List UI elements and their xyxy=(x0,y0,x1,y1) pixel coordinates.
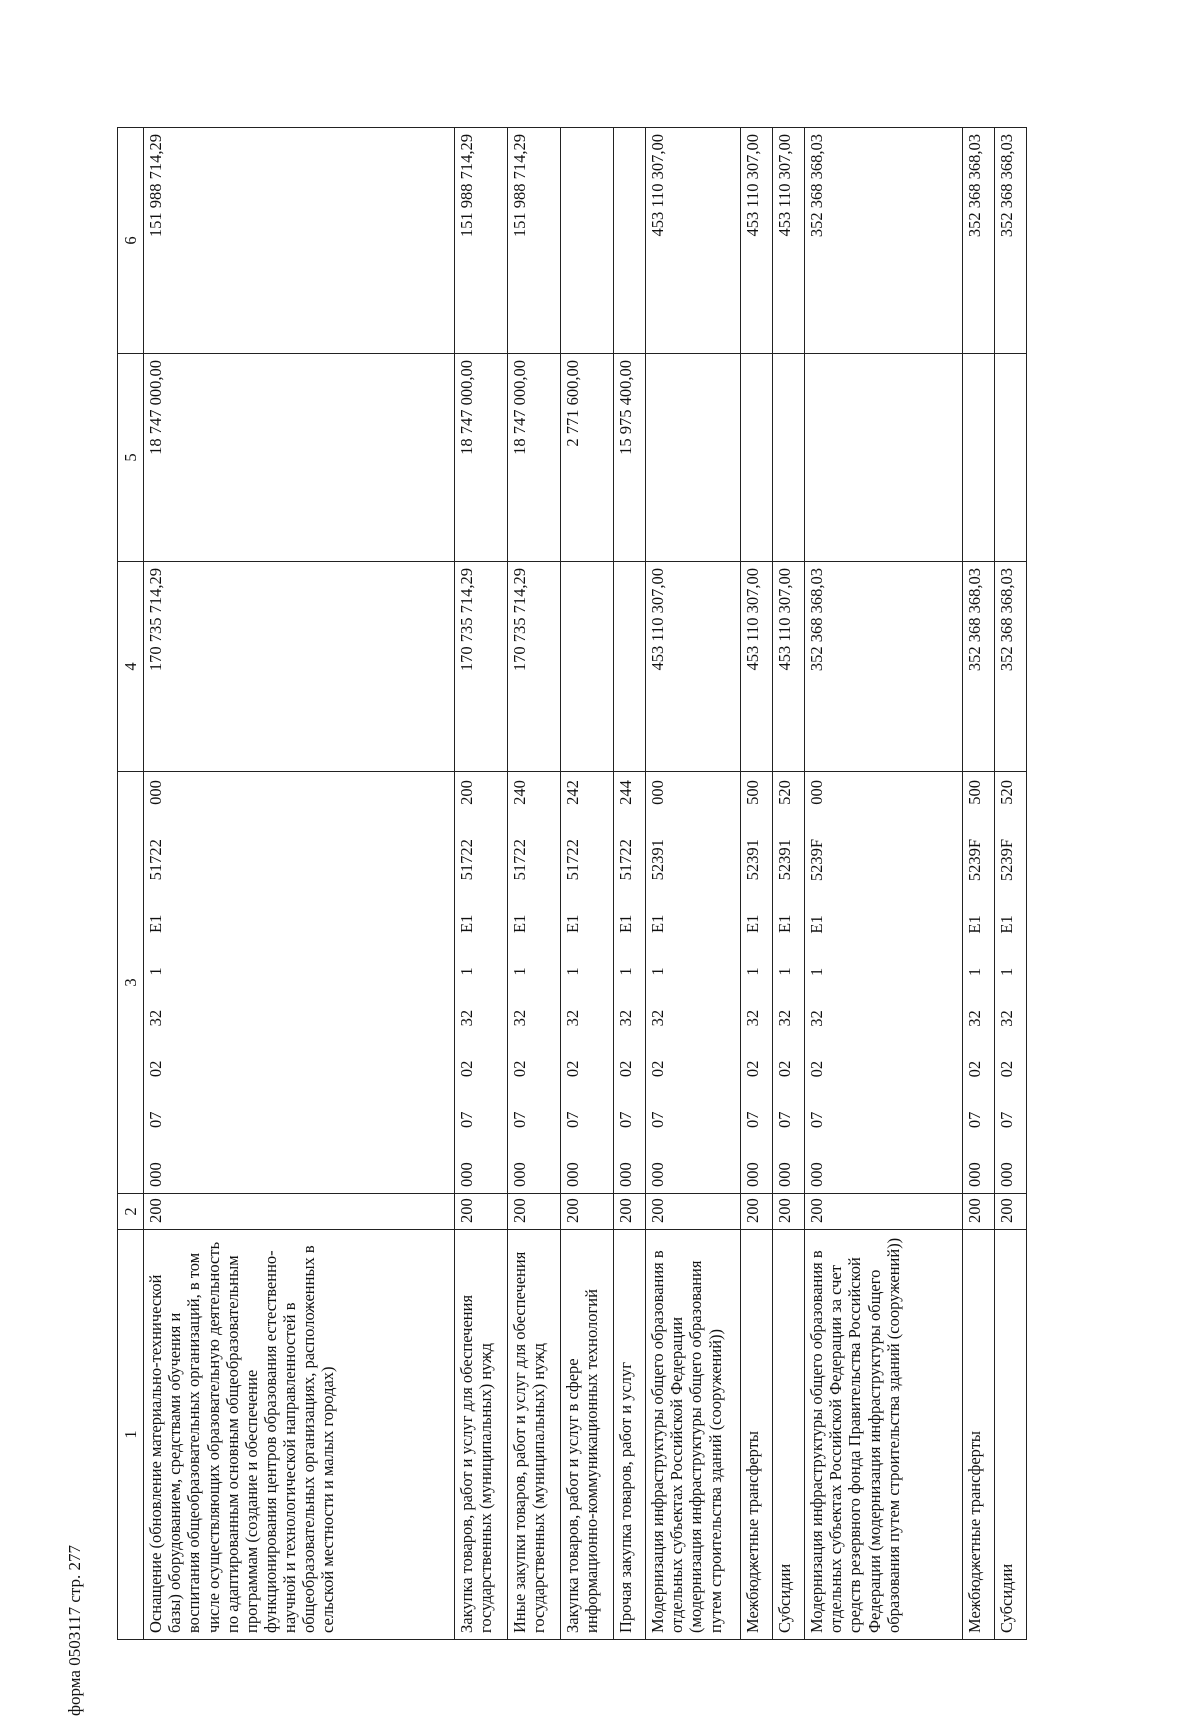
row-amount-cell: 170 735 714,29 xyxy=(144,562,455,772)
row-line-code-cell: 200 xyxy=(773,1194,805,1230)
code-segment: 07 xyxy=(146,1111,166,1128)
code-segment: 02 xyxy=(648,1060,668,1078)
code-segment: 07 xyxy=(997,1111,1017,1129)
code-segment: 520 xyxy=(997,780,1017,805)
code-segment: E1 xyxy=(648,914,668,934)
code-segment: 07 xyxy=(807,1111,827,1129)
row-amount-cell xyxy=(561,562,614,772)
row-line-code-cell: 200 xyxy=(741,1194,773,1230)
row-classification-code-cell xyxy=(741,772,773,1194)
row-classification-code-cell xyxy=(646,772,741,1194)
code-segment: 000 xyxy=(775,1162,795,1187)
row-classification-code-cell xyxy=(805,772,963,1194)
code-segment: 000 xyxy=(616,1162,636,1187)
code-segment: 32 xyxy=(965,1010,985,1027)
code-segment: 000 xyxy=(146,780,166,805)
row-amount-cell: 453 110 307,00 xyxy=(646,128,741,354)
code-segment: E1 xyxy=(807,915,827,934)
row-classification-code-cell xyxy=(614,772,646,1194)
code-segment: 07 xyxy=(616,1111,636,1128)
row-name-cell: Закупка товаров, работ и услуг для обеспечения государственных (муниципальных) нужд xyxy=(455,1230,508,1640)
row-amount-cell: 151 988 714,29 xyxy=(144,128,455,354)
code-segment: 1 xyxy=(775,967,795,976)
code-segment: 07 xyxy=(965,1111,985,1129)
code-segment: 51722 xyxy=(616,839,636,881)
table-row xyxy=(995,128,1027,1640)
row-amount-cell: 352 368 368,03 xyxy=(805,128,963,354)
code-segment: 242 xyxy=(563,780,583,805)
code-segment: 02 xyxy=(146,1060,166,1078)
code-segment: 1 xyxy=(563,967,583,976)
code-segment: 07 xyxy=(775,1111,795,1128)
code-segment: 000 xyxy=(457,1162,477,1187)
table-row xyxy=(144,128,455,1640)
row-classification-code-cell xyxy=(144,772,455,1194)
row-amount-cell: 352 368 368,03 xyxy=(963,128,995,354)
row-amount-cell: 18 747 000,00 xyxy=(508,354,561,562)
row-classification-code-cell xyxy=(995,772,1027,1194)
code-segment: 000 xyxy=(510,1162,530,1187)
code-segment: 32 xyxy=(775,1009,795,1027)
code-segment: E1 xyxy=(965,915,985,934)
column-header: 1 xyxy=(118,1230,144,1640)
code-segment: 000 xyxy=(997,1162,1017,1187)
code-segment: 07 xyxy=(563,1111,583,1128)
column-header: 2 xyxy=(118,1194,144,1230)
column-header: 6 xyxy=(118,128,144,354)
code-segment: 000 xyxy=(807,780,827,805)
form-page-label: форма 0503117 стр. 277 xyxy=(65,1545,84,1716)
code-segment: 51722 xyxy=(563,839,583,881)
column-header: 5 xyxy=(118,354,144,562)
code-segment: E1 xyxy=(775,914,795,934)
row-classification-code-cell xyxy=(561,772,614,1194)
row-amount-cell: 18 747 000,00 xyxy=(144,354,455,562)
table-row xyxy=(646,128,741,1640)
code-segment: 5239F xyxy=(807,838,827,882)
row-amount-cell: 352 368 368,03 xyxy=(995,128,1027,354)
row-name-cell: Закупка товаров, работ и услуг в сфере информационно-коммуникационных технологий xyxy=(561,1230,614,1640)
code-segment: 1 xyxy=(457,967,477,976)
row-line-code-cell: 200 xyxy=(508,1194,561,1230)
code-segment: 32 xyxy=(563,1009,583,1027)
code-segment: 500 xyxy=(965,780,985,805)
code-segment: 51722 xyxy=(457,839,477,881)
row-amount-cell: 170 735 714,29 xyxy=(455,562,508,772)
code-segment: 000 xyxy=(648,780,668,805)
row-amount-cell xyxy=(995,354,1027,562)
row-amount-cell: 151 988 714,29 xyxy=(508,128,561,354)
row-name-cell: Прочая закупка товаров, работ и услуг xyxy=(614,1230,646,1640)
row-amount-cell: 453 110 307,00 xyxy=(741,128,773,354)
code-segment: 1 xyxy=(997,967,1017,977)
code-segment: 32 xyxy=(616,1009,636,1027)
code-segment: 1 xyxy=(616,967,636,976)
row-amount-cell: 352 368 368,03 xyxy=(995,562,1027,772)
code-segment: 200 xyxy=(457,780,477,805)
column-header: 3 xyxy=(118,772,144,1194)
row-amount-cell: 453 110 307,00 xyxy=(646,562,741,772)
row-line-code-cell: 200 xyxy=(805,1194,963,1230)
row-classification-code-cell xyxy=(508,772,561,1194)
code-segment: 000 xyxy=(807,1162,827,1187)
code-segment: 244 xyxy=(616,780,636,805)
row-classification-code-cell xyxy=(455,772,508,1194)
table-header-row xyxy=(118,128,144,1640)
row-classification-code-cell xyxy=(963,772,995,1194)
code-segment: 520 xyxy=(775,780,795,805)
code-segment: 1 xyxy=(743,967,763,976)
row-amount-cell xyxy=(561,128,614,354)
row-line-code-cell: 200 xyxy=(455,1194,508,1230)
row-line-code-cell: 200 xyxy=(614,1194,646,1230)
row-amount-cell: 15 975 400,00 xyxy=(614,354,646,562)
code-segment: 32 xyxy=(648,1009,668,1027)
code-segment: 02 xyxy=(616,1060,636,1078)
row-amount-cell: 453 110 307,00 xyxy=(773,562,805,772)
code-segment: 000 xyxy=(965,1162,985,1187)
table-row xyxy=(508,128,561,1640)
code-segment: 02 xyxy=(457,1060,477,1078)
table-row xyxy=(561,128,614,1640)
code-segment: E1 xyxy=(743,914,763,934)
row-line-code-cell: 200 xyxy=(995,1194,1027,1230)
code-segment: 240 xyxy=(510,780,530,805)
row-name-cell: Субсидии xyxy=(773,1230,805,1640)
row-amount-cell xyxy=(614,128,646,354)
code-segment: 51722 xyxy=(146,839,166,881)
code-segment: 1 xyxy=(146,967,166,976)
row-line-code-cell: 200 xyxy=(963,1194,995,1230)
code-segment: 02 xyxy=(807,1060,827,1078)
row-amount-cell: 2 771 600,00 xyxy=(561,354,614,562)
code-segment: E1 xyxy=(510,914,530,934)
row-amount-cell: 453 110 307,00 xyxy=(741,562,773,772)
table-row xyxy=(455,128,508,1640)
row-amount-cell xyxy=(963,354,995,562)
code-segment: 02 xyxy=(563,1060,583,1078)
row-amount-cell: 453 110 307,00 xyxy=(773,128,805,354)
row-name-cell: Иные закупки товаров, работ и услуг для обеспечения государственных (муниципальных) нужд xyxy=(508,1230,561,1640)
column-header: 4 xyxy=(118,562,144,772)
code-segment: E1 xyxy=(997,915,1017,934)
code-segment: 000 xyxy=(743,1162,763,1187)
row-name-cell: Модернизация инфраструктуры общего образования в отдельных субъектах Российской Федерации за счет средств резервного фонда Правительства Российской Федерации (модернизация инфраструктуры общего образования путем строительства зданий (сооружений)) xyxy=(805,1230,963,1640)
code-segment: 02 xyxy=(510,1060,530,1078)
code-segment: E1 xyxy=(616,914,636,934)
row-amount-cell xyxy=(646,354,741,562)
code-segment: E1 xyxy=(146,914,166,934)
code-segment: 07 xyxy=(457,1111,477,1128)
row-name-cell: Межбюджетные трансферты xyxy=(741,1230,773,1640)
row-line-code-cell: 200 xyxy=(646,1194,741,1230)
code-segment: 02 xyxy=(775,1060,795,1078)
code-segment: 32 xyxy=(510,1009,530,1027)
row-line-code-cell: 200 xyxy=(144,1194,455,1230)
row-name-cell: Модернизация инфраструктуры общего образования в отдельных субъектах Российской Федерации (модернизация инфраструктуры общего образования путем строительства зданий (сооружений)) xyxy=(646,1230,741,1640)
code-segment: E1 xyxy=(457,914,477,934)
code-segment: 51722 xyxy=(510,839,530,881)
code-segment: 5239F xyxy=(997,838,1017,882)
code-segment: 000 xyxy=(648,1162,668,1187)
code-segment: 32 xyxy=(457,1009,477,1027)
code-segment: 1 xyxy=(648,967,668,976)
code-segment: 02 xyxy=(965,1060,985,1078)
code-segment: 52391 xyxy=(775,839,795,881)
row-amount-cell: 18 747 000,00 xyxy=(455,354,508,562)
row-amount-cell xyxy=(805,354,963,562)
code-segment: 32 xyxy=(997,1010,1017,1027)
row-name-cell: Оснащение (обновление материально-технической базы) оборудованием, средствами обучения и воспитания общеобразовательных организаций, в том числе осуществляющих образовательную деятельность по адаптированным основным общеобразовательным программам (создание и обеспечение функционирования центров образования естественно-научной и технологической направленностей в общеобразовательных организациях, расположенных в сельской местности и малых городах) xyxy=(144,1230,455,1640)
code-segment: 500 xyxy=(743,780,763,805)
code-segment: 1 xyxy=(807,967,827,977)
code-segment: 000 xyxy=(563,1162,583,1187)
row-amount-cell: 170 735 714,29 xyxy=(508,562,561,772)
budget-report-table xyxy=(117,127,1027,1640)
code-segment: 52391 xyxy=(648,839,668,881)
table-row xyxy=(805,128,963,1640)
row-name-cell: Субсидии xyxy=(995,1230,1027,1640)
code-segment: 32 xyxy=(743,1009,763,1027)
code-segment: 000 xyxy=(146,1162,166,1187)
code-segment: 1 xyxy=(965,967,985,977)
row-line-code-cell: 200 xyxy=(561,1194,614,1230)
code-segment: E1 xyxy=(563,914,583,934)
row-classification-code-cell xyxy=(773,772,805,1194)
row-amount-cell xyxy=(741,354,773,562)
row-name-cell: Межбюджетные трансферты xyxy=(963,1230,995,1640)
code-segment: 5239F xyxy=(965,838,985,882)
code-segment: 1 xyxy=(510,967,530,976)
code-segment: 07 xyxy=(648,1111,668,1128)
row-amount-cell: 352 368 368,03 xyxy=(805,562,963,772)
code-segment: 07 xyxy=(743,1111,763,1128)
table-row xyxy=(741,128,773,1640)
row-amount-cell: 151 988 714,29 xyxy=(455,128,508,354)
code-segment: 32 xyxy=(807,1010,827,1027)
code-segment: 07 xyxy=(510,1111,530,1128)
code-segment: 02 xyxy=(743,1060,763,1078)
row-amount-cell: 352 368 368,03 xyxy=(963,562,995,772)
table-row xyxy=(773,128,805,1640)
table-row xyxy=(963,128,995,1640)
code-segment: 02 xyxy=(997,1060,1017,1078)
row-amount-cell xyxy=(773,354,805,562)
row-amount-cell xyxy=(614,562,646,772)
table-row xyxy=(614,128,646,1640)
code-segment: 52391 xyxy=(743,839,763,881)
code-segment: 32 xyxy=(146,1009,166,1027)
